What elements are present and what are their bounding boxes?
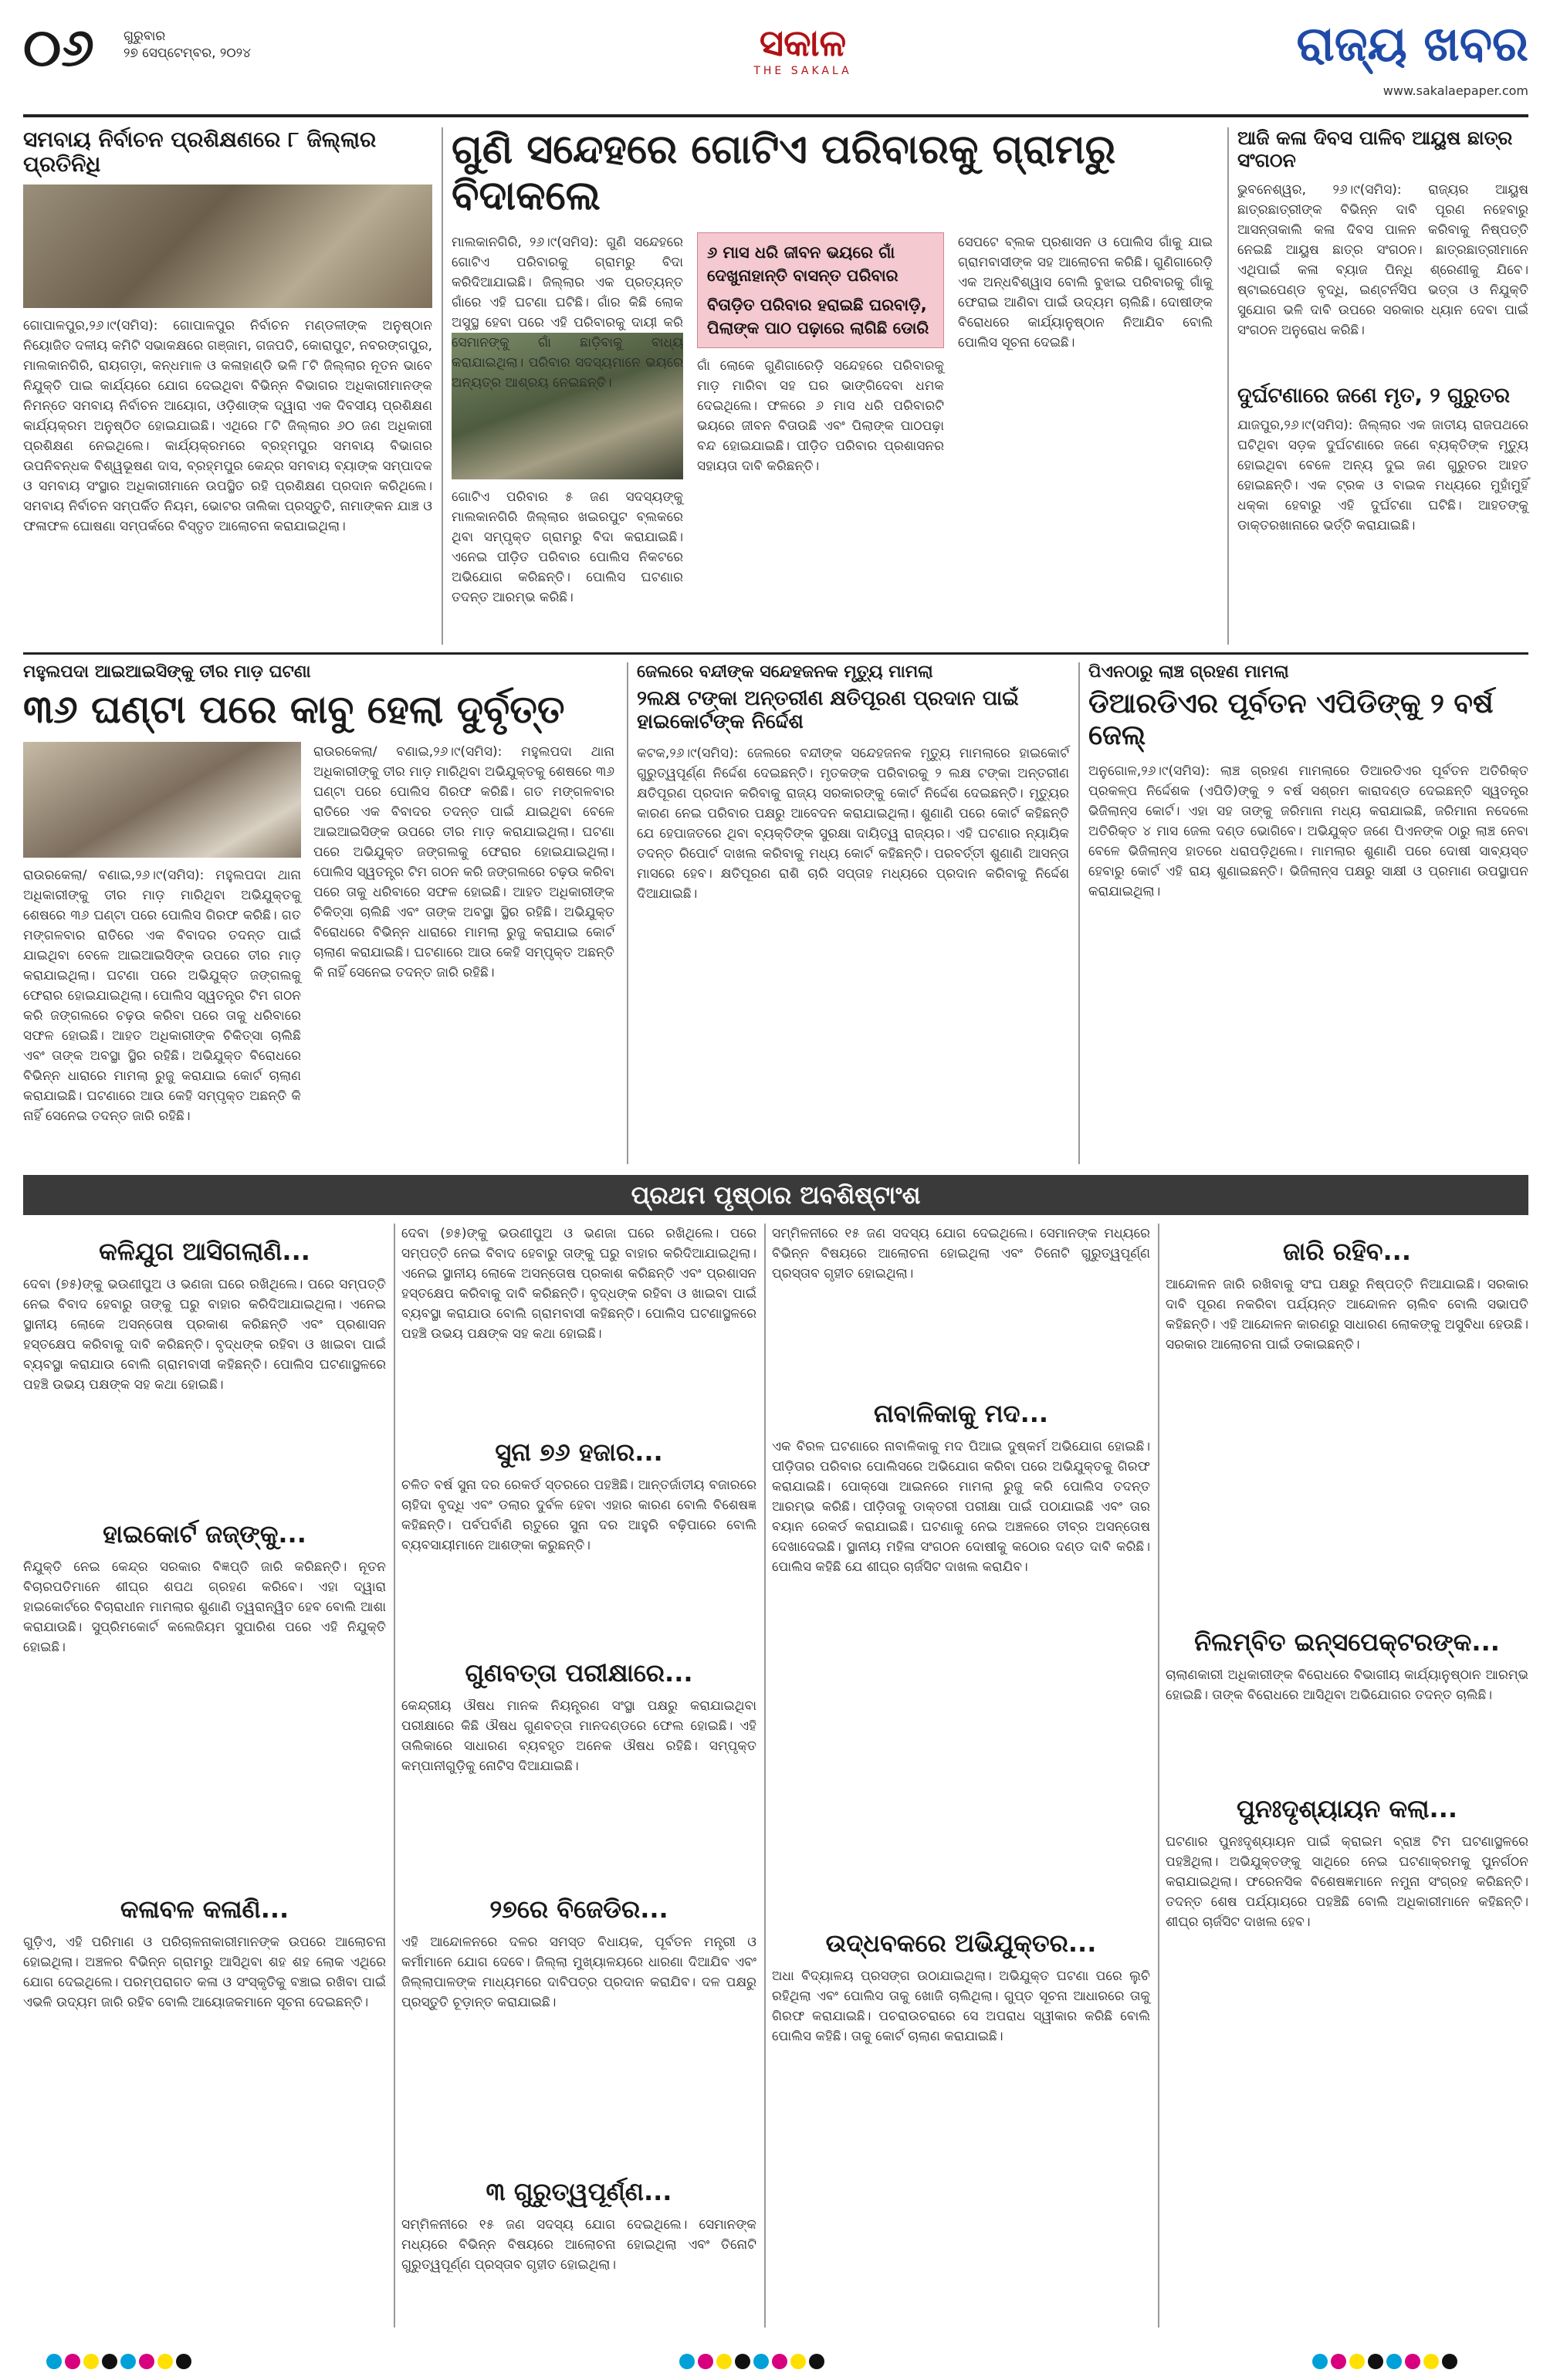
story-bribery [1088, 662, 1528, 1164]
date: ୨୭ ସେପ୍ଟେମ୍ବର, ୨୦୨୪ [124, 46, 252, 61]
story-arrow-attack [23, 662, 618, 1164]
masthead-tag: THE SAKALA [753, 65, 852, 77]
story-body: ଗାଁ ଲୋକେ ଗୁଣିଗାରେଡ଼ି ସନ୍ଦେହରେ ପରିବାରକୁ ମାଡ଼ ମାରିବା ସହ ଘର ଭାଙ୍ଗିଦେବା ଧମକ ଦେଇଥିଲେ। ଫଳରେ ୬ ମାସ ଧରି ପରିବାରଟି ଭୟରେ ଜୀବନ ବିତାଉଛି ଏବଂ ପିଲାଙ୍କ ପାଠପଢ଼ା ବନ୍ଦ ହୋଇଯାଇଛି। ପୀଡ଼ିତ ପରିବାର ପ୍ରଶାସନର ସହାୟତା ଦାବି କରିଛନ୍ତି। [697, 357, 944, 474]
page-header [23, 15, 1528, 99]
story-photo [23, 185, 432, 308]
story-body: ରାଉରକେଲା/ ବଣାଇ,୨୬।୯(ସମିସ): ମହୁଲପଦା ଥାନା ଅଧିକାରୀଙ୍କୁ ତୀର ମାଡ଼ ମାରିଥିବା ଅଭିଯୁକ୍ତକୁ ଶେଷରେ ୩୬ ଘଣ୍ଟା ପରେ ପୋଲିସ ଗିରଫ କରିଛି। ଗତ ମଙ୍ଗଳବାର ରାତିରେ ଏକ ବିବାଦର ତଦନ୍ତ ପାଇଁ ଯାଇଥିବା ବେଳେ ଆଇଆଇସିଙ୍କ ଉପରେ ତୀର ମାଡ଼ କରାଯାଇଥିଲା। ଘଟଣା ପରେ ଅଭିଯୁକ୍ତ ଜଙ୍ଗଲକୁ ଫେରାର ହୋଇଯାଇଥିଲା। ପୋଲିସ ସ୍ୱତନ୍ତ୍ର ଟିମ ଗଠନ କରି ଜଙ୍ଗଲରେ ଚଢ଼ଉ କରିବା ପରେ ତାକୁ ଧରିବାରେ ସଫଳ ହୋଇଛି। ଆହତ ଅଧିକାରୀଙ୍କ ଚିକିତ୍ସା ଚାଲିଛି ଏବଂ ତାଙ୍କ ଅବସ୍ଥା ସ୍ଥିର ରହିଛି। ଅଭିଯୁକ୍ତ ବିରୋଧରେ ବିଭିନ୍ନ ଧାରାରେ ମାମଲା ରୁଜୁ କରାଯାଇ କୋର୍ଟ ଚାଲାଣ କରାଯାଇଛି। ଘଟଣାରେ ଆଉ କେହି ସମ୍ପୃକ୍ତ ଅଛନ୍ତି କି ନାହିଁ ସେନେଇ ତଦନ୍ତ ଜାରି ରହିଛି। [313, 743, 614, 980]
continuation-title: ଜାରି ରହିବ... [1282, 1237, 1411, 1266]
continuation-body: ସମ୍ମିଳନୀରେ ୧୫ ଜଣ ସଦସ୍ୟ ଯୋଗ ଦେଇଥିଲେ। ସେମାନଙ୍କ ମଧ୍ୟରେ ବିଭିନ୍ନ ବିଷୟରେ ଆଲୋଚନା ହୋଇଥିଲା ଏବଂ ତିନୋଟି ଗୁରୁତ୍ୱପୂର୍ଣ୍ଣ ପ୍ରସ୍ତାବ ଗୃହୀତ ହୋଇଥିଲା। [772, 1226, 1150, 1281]
continuation-body: ଏକ ବିରଳ ଘଟଣାରେ ନାବାଳିକାକୁ ମଦ ପିଆଇ ଦୁଷ୍କର୍ମ ଅଭିଯୋଗ ହୋଇଛି। ପୀଡ଼ିତାର ପରିବାର ପୋଲିସରେ ଅଭିଯୋଗ କରିବା ପରେ ଅଭିଯୁକ୍ତକୁ ଗିରଫ କରାଯାଇଛି। ପୋକ୍ସୋ ଆଇନରେ ମାମଲା ରୁଜୁ କରି ପୋଲିସ ତଦନ୍ତ ଆରମ୍ଭ କରିଛି। ପୀଡ଼ିତାକୁ ଡାକ୍ତରୀ ପରୀକ୍ଷା ପାଇଁ ପଠାଯାଇଛି ଏବଂ ତାର ବୟାନ ରେକର୍ଡ କରାଯାଇଛି। ଘଟଣାକୁ ନେଇ ଅଞ୍ଚଳରେ ତୀବ୍ର ଅସନ୍ତୋଷ ଦେଖାଦେଇଛି। ସ୍ଥାନୀୟ ମହିଳା ସଂଗଠନ ଦୋଷୀକୁ କଠୋର ଦଣ୍ଡ ଦାବି କରିଛି। ପୋଲିସ କହିଛି ଯେ ଶୀଘ୍ର ଚାର୍ଜସିଟ ଦାଖଲ କରାଯିବ। [772, 1439, 1150, 1575]
story-body: ଭୁବନେଶ୍ୱର, ୨୬।୯(ସମିସ): ରାଜ୍ୟର ଆୟୁଷ ଛାତ୍ରଛାତ୍ରୀଙ୍କ ବିଭିନ୍ନ ଦାବି ପୂରଣ ନହେବାରୁ ଆସନ୍ତାକାଲି କଳା ଦିବସ ପାଳନ କରିବାକୁ ନିଷ୍ପତ୍ତି ନେଇଛି ଆୟୁଷ ଛାତ୍ର ସଂଗଠନ। ଛାତ୍ରଛାତ୍ରୀମାନେ ଏଥିପାଇଁ କଳା ବ୍ୟାଜ ପିନ୍ଧି ଶ୍ରେଣୀକୁ ଯିବେ। ଷ୍ଟାଇପେଣ୍ଡ ବୃଦ୍ଧି, ଇଣ୍ଟର୍ନସିପ ଭତ୍ତା ଓ ନିଯୁକ୍ତି ସୁଯୋଗ ଭଳି ଦାବି ଉପରେ ସରକାର ଧ୍ୟାନ ଦେବା ପାଇଁ ସଂଗଠନ ଅନୁରୋଧ କରିଛି। [1237, 181, 1528, 338]
continuation-column-4 [1166, 1224, 1528, 2328]
print-registration-marks [1312, 2354, 1457, 2369]
continuation-column-2 [401, 1224, 756, 2328]
story-headline: ଗୁଣି ସନ୍ଦେହରେ ଗୋଟିଏ ପରିବାରକୁ ଗ୍ରାମରୁ ବିଦାକଲେ [452, 127, 1116, 219]
continuation-body: ସମ୍ମିଳନୀରେ ୧୫ ଜଣ ସଦସ୍ୟ ଯୋଗ ଦେଇଥିଲେ। ସେମାନଙ୍କ ମଧ୍ୟରେ ବିଭିନ୍ନ ବିଷୟରେ ଆଲୋଚନା ହୋଇଥିଲା ଏବଂ ତିନୋଟି ଗୁରୁତ୍ୱପୂର୍ଣ୍ଣ ପ୍ରସ୍ତାବ ଗୃହୀତ ହୋଇଥିଲା। [401, 2217, 756, 2273]
story-kicker: ଜେଲରେ ବନ୍ଦୀଙ୍କ ସନ୍ଦେହଜନକ ମୃତ୍ୟୁ ମାମଲା [637, 662, 933, 682]
story-body: ସେପଟେ ବ୍ଲକ ପ୍ରଶାସନ ଓ ପୋଲିସ ଗାଁକୁ ଯାଇ ଗ୍ରାମବାସୀଙ୍କ ସହ ଆଲୋଚନା କରିଛି। ଗୁଣିଗାରେଡ଼ି ଏକ ଅନ୍ଧବିଶ୍ୱାସ ବୋଲି ବୁଝାଇ ପରିବାରକୁ ଗାଁକୁ ଫେରାଇ ଆଣିବା ପାଇଁ ଉଦ୍ୟମ ଚାଲିଛି। ଦୋଷୀଙ୍କ ବିରୋଧରେ କାର୍ଯ୍ୟାନୁଷ୍ଠାନ ନିଆଯିବ ବୋଲି ପୋଲିସ ସୂଚନା ଦେଇଛି। [958, 234, 1213, 350]
masthead [641, 22, 965, 83]
continuation-title: ପୁନଃଦୃଶ୍ୟାୟନ କଲା... [1236, 1794, 1458, 1823]
continuation-body: ଗୁଡ଼ିଏ, ଏହି ପରିମାଣ ଓ ପରିଚାଳନାକାରୀମାନଙ୍କ ଉପରେ ଆଲୋଚନା ହୋଇଥିଲା। ଅଞ୍ଚଳର ବିଭିନ୍ନ ଗ୍ରାମରୁ ଆସିଥିବା ଶହ ଶହ ଲୋକ ଏଥିରେ ଯୋଗ ଦେଇଥିଲେ। ପରମ୍ପରାଗତ କଳା ଓ ସଂସ୍କୃତିକୁ ବଞ୍ଚାଇ ରଖିବା ପାଇଁ ଏଭଳି ଉଦ୍ୟମ ଜାରି ରହିବ ବୋଲି ଆୟୋଜକମାନେ ସୂଚନା ଦେଇଛନ୍ତି। [23, 1935, 386, 2010]
story-ayush [1237, 127, 1528, 645]
story-witchcraft [452, 127, 1216, 645]
story-headline: ସମବାୟ ନିର୍ବାଚନ ପ୍ରଶିକ୍ଷଣରେ ୮ ଜିଲ୍ଲାର ପ୍ରତିନିଧି [23, 127, 377, 178]
continuation-body: ଅଧା ବିଦ୍ୟାଳୟ ପ୍ରସଙ୍ଗ ଉଠାଯାଇଥିଲା। ଅଭିଯୁକ୍ତ ଘଟଣା ପରେ ଲୁଚି ରହିଥିଲା ଏବଂ ପୋଲିସ ତାକୁ ଖୋଜି ଚାଲିଥିଲା। ଗୁପ୍ତ ସୂଚନା ଆଧାରରେ ତାକୁ ଗିରଫ କରାଯାଇଛି। ପଚରାଉଚରାରେ ସେ ଅପରାଧ ସ୍ୱୀକାର କରିଛି ବୋଲି ପୋଲିସ କହିଛି। ତାକୁ କୋର୍ଟ ଚାଲାଣ କରାଯାଇଛି। [772, 1969, 1150, 2044]
continuation-body: କେନ୍ଦ୍ରୀୟ ଔଷଧ ମାନକ ନିୟନ୍ତ୍ରଣ ସଂସ୍ଥା ପକ୍ଷରୁ କରାଯାଇଥିବା ପରୀକ୍ଷାରେ କିଛି ଔଷଧ ଗୁଣବତ୍ତା ମାନଦଣ୍ଡରେ ଫେଲ ହୋଇଛି। ଏହି ତାଲିକାରେ ସାଧାରଣ ବ୍ୟବହୃତ ଅନେକ ଔଷଧ ରହିଛି। ସମ୍ପୃକ୍ତ କମ୍ପାନୀଗୁଡ଼ିକୁ ନୋଟିସ ଦିଆଯାଇଛି। [401, 1698, 756, 1774]
page-number: ୦୬ [23, 17, 94, 79]
story-cooperative [23, 127, 432, 645]
column-rule [442, 127, 443, 645]
continuation-body: ଦେବା (୭୫)ଙ୍କୁ ଭଉଣୀପୁଅ ଓ ଭଣଜା ଘରେ ରଖିଥିଲେ। ପରେ ସମ୍ପତ୍ତି ନେଇ ବିବାଦ ହେବାରୁ ତାଙ୍କୁ ଘରୁ ବାହାର କରିଦିଆଯାଇଥିଲା। ଏନେଇ ସ୍ଥାନୀୟ ଲୋକେ ଅସନ୍ତୋଷ ପ୍ରକାଶ କରିଛନ୍ତି ଏବଂ ପ୍ରଶାସନ ହସ୍ତକ୍ଷେପ କରିବାକୁ ଦାବି କରିଛନ୍ତି। ବୃଦ୍ଧଙ୍କ ରହିବା ଓ ଖାଇବା ପାଇଁ ବ୍ୟବସ୍ଥା କରାଯାଉ ବୋଲି ଗ୍ରାମବାସୀ କହିଛନ୍ତି। ପୋଲିସ ଘଟଣାସ୍ଥଳରେ ପହଞ୍ଚି ଉଭୟ ପକ୍ଷଙ୍କ ସହ କଥା ହୋଇଛି। [23, 1277, 386, 1393]
section-title: ରାଜ୍ୟ ଖବର [1296, 15, 1528, 72]
continuation-column-3 [772, 1224, 1150, 2328]
story-kicker: ପିଏନଠାରୁ ଲାଞ୍ଚ ଗ୍ରହଣ ମାମଲା [1088, 662, 1289, 682]
print-registration-marks [679, 2354, 824, 2369]
highlight-box [697, 232, 944, 348]
continuation-title: ଗୁଣବତ୍ତା ପରୀକ୍ଷାରେ... [465, 1658, 693, 1688]
continuation-title: ୩ ଗୁରୁତ୍ୱପୂର୍ଣ୍ଣ... [486, 2177, 672, 2206]
print-registration-marks [46, 2354, 191, 2369]
masthead-logo: ସକାଳ [759, 22, 847, 65]
continuation-title: ସୁନା ୭୬ ହଜାର... [495, 1437, 663, 1467]
story-body: ଯାଜପୁର,୨୬।୯(ସମିସ): ଜିଲ୍ଲାର ଏକ ଜାତୀୟ ରାଜପଥରେ ଘଟିଥିବା ସଡ଼କ ଦୁର୍ଘଟଣାରେ ଜଣେ ବ୍ୟକ୍ତିଙ୍କ ମୃତ୍ୟୁ ହୋଇଥିବା ବେଳେ ଅନ୍ୟ ଦୁଇ ଜଣ ଗୁରୁତର ଆହତ ହୋଇଛନ୍ତି। ଏକ ଟ୍ରକ ଓ ବାଇକ ମଧ୍ୟରେ ମୁହାଁମୁହିଁ ଧକ୍କା ହେବାରୁ ଏହି ଦୁର୍ଘଟଣା ଘଟିଛି। ଆହତଙ୍କୁ ଡାକ୍ତରଖାନାରେ ଭର୍ତ୍ତି କରାଯାଇଛି। [1237, 417, 1528, 533]
highlight-point: ବିତାଡ଼ିତ ପରିବାର ହରାଇଛି ଘରବାଡ଼ି, ପିଲାଙ୍କ ପାଠ ପଢ଼ାରେ ଲାଗିଛି ଡୋରି [707, 295, 929, 337]
continuation-title: କଳିଯୁଗ ଆସିଗଲାଣି... [99, 1237, 310, 1266]
continuation-title: ୨୭ରେ ବିଜେଡିର... [489, 1894, 668, 1924]
continuation-body: ଦେବା (୭୫)ଙ୍କୁ ଭଉଣୀପୁଅ ଓ ଭଣଜା ଘରେ ରଖିଥିଲେ। ପରେ ସମ୍ପତ୍ତି ନେଇ ବିବାଦ ହେବାରୁ ତାଙ୍କୁ ଘରୁ ବାହାର କରିଦିଆଯାଇଥିଲା। ଏନେଇ ସ୍ଥାନୀୟ ଲୋକେ ଅସନ୍ତୋଷ ପ୍ରକାଶ କରିଛନ୍ତି ଏବଂ ପ୍ରଶାସନ ହସ୍ତକ୍ଷେପ କରିବାକୁ ଦାବି କରିଛନ୍ତି। ବୃଦ୍ଧଙ୍କ ରହିବା ଓ ଖାଇବା ପାଇଁ ବ୍ୟବସ୍ଥା କରାଯାଉ ବୋଲି ଗ୍ରାମବାସୀ କହିଛନ୍ତି। ପୋଲିସ ଘଟଣାସ୍ଥଳରେ ପହଞ୍ଚି ଉଭୟ ପକ୍ଷଙ୍କ ସହ କଥା ହୋଇଛି। [401, 1226, 756, 1342]
story-headline: ଦୁର୍ଘଟଣାରେ ଜଣେ ମୃତ, ୨ ଗୁରୁତର [1237, 383, 1511, 408]
continuation-body: ଚଳିତ ବର୍ଷ ସୁନା ଦର ରେକର୍ଡ ସ୍ତରରେ ପହଞ୍ଚିଛି। ଆନ୍ତର୍ଜାତୀୟ ବଜାରରେ ଚାହିଦା ବୃଦ୍ଧି ଏବଂ ଡଲାର ଦୁର୍ବଳ ହେବା ଏହାର କାରଣ ବୋଲି ବିଶେଷଜ୍ଞ କହିଛନ୍ତି। ପର୍ବପର୍ବାଣି ଋତୁରେ ସୁନା ଦର ଆହୁରି ବଢ଼ିପାରେ ବୋଲି ବ୍ୟବସାୟୀମାନେ ଆଶଙ୍କା କରୁଛନ୍ତି। [401, 1478, 756, 1553]
continuation-body: ଘଟଣାର ପୁନଃଦୃଶ୍ୟାୟନ ପାଇଁ କ୍ରାଇମ ବ୍ରାଞ୍ଚ ଟିମ ଘଟଣାସ୍ଥଳରେ ପହଞ୍ଚିଥିଲା। ଅଭିଯୁକ୍ତଙ୍କୁ ସାଥିରେ ନେଇ ଘଟଣାକ୍ରମକୁ ପୁନର୍ଗଠନ କରାଯାଇଥିଲା। ଫରେନସିକ ବିଶେଷଜ୍ଞମାନେ ନମୁନା ସଂଗ୍ରହ କରିଛନ୍ତି। ତଦନ୍ତ ଶେଷ ପର୍ଯ୍ୟାୟରେ ପହଞ୍ଚିଛି ବୋଲି ଅଧିକାରୀମାନେ କହିଛନ୍ତି। ଶୀଘ୍ର ଚାର୍ଜସିଟ ଦାଖଲ ହେବ। [1166, 1834, 1528, 1930]
column-rule [764, 1224, 766, 2328]
story-headline: ୩୬ ଘଣ୍ଟା ପରେ କାବୁ ହେଲା ଦୁର୍ବୃତ୍ତ [23, 687, 565, 732]
continuation-body: ଆନ୍ଦୋଳନ ଜାରି ରଖିବାକୁ ସଂଘ ପକ୍ଷରୁ ନିଷ୍ପତ୍ତି ନିଆଯାଇଛି। ସରକାର ଦାବି ପୂରଣ ନକରିବା ପର୍ଯ୍ୟନ୍ତ ଆନ୍ଦୋଳନ ଚାଲିବ ବୋଲି ସଭାପତି କହିଛନ୍ତି। ଏହି ଆନ୍ଦୋଳନ କାରଣରୁ ସାଧାରଣ ଲୋକଙ୍କୁ ଅସୁବିଧା ହେଉଛି। ସରକାର ଆଲୋଚନା ପାଇଁ ଡକାଇଛନ୍ତି। [1166, 1277, 1528, 1353]
column-rule [394, 1224, 395, 2328]
continuation-body: ନିଯୁକ୍ତି ନେଇ କେନ୍ଦ୍ର ସରକାର ବିଜ୍ଞପ୍ତି ଜାରି କରିଛନ୍ତି। ନୂତନ ବିଚାରପତିମାନେ ଶୀଘ୍ର ଶପଥ ଗ୍ରହଣ କରିବେ। ଏହା ଦ୍ୱାରା ହାଇକୋର୍ଟରେ ବିଚାରାଧୀନ ମାମଲାର ଶୁଣାଣି ତ୍ୱରାନ୍ୱିତ ହେବ ବୋଲି ଆଶା କରାଯାଉଛି। ସୁପ୍ରିମକୋର୍ଟ କଲେଜିୟମ ସୁପାରିଶ ପରେ ଏହି ନିଯୁକ୍ତି ହୋଇଛି। [23, 1559, 386, 1655]
column-rule [1227, 127, 1229, 645]
column-rule [1078, 662, 1080, 1164]
story-headline: ଆଜି କଳା ଦିବସ ପାଳିବ ଆୟୁଷ ଛାତ୍ର ସଂଗଠନ [1237, 127, 1513, 171]
continuation-title: ହାଇକୋର୍ଟ ଜଜ୍‌ଙ୍କୁ... [103, 1519, 306, 1549]
continuation-title: ନାବାଳିକାକୁ ମଦ... [873, 1399, 1049, 1428]
row-divider [23, 652, 1528, 655]
story-photo [23, 742, 301, 858]
story-headline: ୨ଲକ୍ଷ ଟଙ୍କା ଅନ୍ତରୀଣ କ୍ଷତିପୂରଣ ପ୍ରଦାନ ପାଇଁ ହାଇକୋର୍ଟଙ୍କ ନିର୍ଦ୍ଦେଶ [637, 687, 1019, 733]
website-link[interactable]: www.sakalaepaper.com [1382, 83, 1528, 98]
header-divider [23, 114, 1528, 117]
dateline [124, 28, 293, 62]
continuation-title: କଳାବଳ କଳାଣି... [120, 1894, 289, 1924]
column-rule [627, 662, 628, 1164]
story-kicker: ମହୁଲପଦା ଆଇଆଇସିଙ୍କୁ ତୀର ମାଡ଼ ଘଟଣା [23, 662, 311, 682]
story-body: ଗୋଟିଏ ପରିବାର ୫ ଜଣ ସଦସ୍ୟଙ୍କୁ ମାଲକାନଗିରି ଜିଲ୍ଲାର ଖଇରପୁଟ ବ୍ଲକରେ ଥିବା ସମ୍ପୃକ୍ତ ଗ୍ରାମରୁ ବିଦା କରାଯାଇଛି। ଏନେଇ ପୀଡ଼ିତ ପରିବାର ପୋଲିସ ନିକଟରେ ଅଭିଯୋଗ କରିଛନ୍ତି। ପୋଲିସ ଘଟଣାର ତଦନ୍ତ ଆରମ୍ଭ କରିଛି। [452, 489, 683, 605]
column-rule [1158, 1224, 1159, 2328]
story-body: ଅନୁଗୋଳ,୨୬।୯(ସମିସ): ଲାଞ୍ଚ ଗ୍ରହଣ ମାମଲାରେ ଡିଆରଡିଏର ପୂର୍ବତନ ଅତିରିକ୍ତ ପ୍ରକଳ୍ପ ନିର୍ଦ୍ଦେଶକ (ଏପିଡି)ଙ୍କୁ ୨ ବର୍ଷ ସଶ୍ରମ କାରାଦଣ୍ଡ ଦେଇଛନ୍ତି ସ୍ୱତନ୍ତ୍ର ଭିଜିଲାନ୍ସ କୋର୍ଟ। ଏହା ସହ ତାଙ୍କୁ ଜରିମାନା ମଧ୍ୟ କରାଯାଇଛି, ଜରିମାନା ନଦେଲେ ଅତିରିକ୍ତ ୪ ମାସ ଜେଲ ଦଣ୍ଡ ଭୋଗିବେ। ଅଭିଯୁକ୍ତ ଜଣେ ପିଏନଙ୍କ ଠାରୁ ଲାଞ୍ଚ ନେବା ବେଳେ ଭିଜିଲାନ୍ସ ହାତରେ ଧରାପଡ଼ିଥିଲେ। ମାମଲାର ଶୁଣାଣି ପରେ ଦୋଷୀ ସାବ୍ୟସ୍ତ ହେବାରୁ କୋର୍ଟ ଏହି ରାୟ ଶୁଣାଇଛନ୍ତି। ଭିଜିଲାନ୍ସ ପକ୍ଷରୁ ସାକ୍ଷୀ ଓ ପ୍ରମାଣ ଉପସ୍ଥାପନ କରାଯାଇଥିଲା। [1088, 763, 1528, 899]
continuation-title: ନିଲମ୍ବିତ ଇନ୍ସପେକ୍ଟରଙ୍କ... [1194, 1627, 1500, 1657]
story-body: ଗୋପାଳପୁର,୨୬।୯(ସମିସ): ଗୋପାଳପୁର ନିର୍ବାଚନ ମଣ୍ଡଳୀଙ୍କ ଅନୁଷ୍ଠାନ ନିୟୋଜିତ ଦଳୀୟ କମିଟି ସଭାକକ୍ଷରେ ଗଞ୍ଜାମ, ଗଜପତି, କୋରାପୁଟ, ନବରଙ୍ଗପୁର, ମାଲକାନଗିରି, ରାୟଗଡ଼ା, କନ୍ଧମାଳ ଓ କଳାହାଣ୍ଡି ଭଳି ୮ଟି ଜିଲ୍ଲାର ନୂତନ ଭାବେ ନିଯୁକ୍ତି ପାଇ କାର୍ଯ୍ୟରେ ଯୋଗ ଦେଇଥିବା ବିଭିନ୍ନ ବିଭାଗର ଅଧିକାରୀମାନଙ୍କ ନିମନ୍ତେ ସମବାୟ ନିର୍ବାଚନ ଆୟୋଗ, ଓଡ଼ିଶାଙ୍କ ଦ୍ୱାରା ଏକ ଦିବସୀୟ ପ୍ରଶିକ୍ଷଣ କାର୍ଯ୍ୟକ୍ରମ ଅନୁଷ୍ଠିତ ହୋଇଯାଇଛି। ଏଥିରେ ୮ଟି ଜିଲ୍ଲାର ୬୦ ଜଣ ଅଧିକାରୀ ପ୍ରଶିକ୍ଷଣ ନେଇଥିଲେ। କାର୍ଯ୍ୟକ୍ରମରେ ବ୍ରହ୍ମପୁର ସମବାୟ ବିଭାଗର ଉପନିବନ୍ଧକ ବିଶ୍ୱଭୂଷଣ ଦାସ, ବ୍ରହ୍ମପୁର କେନ୍ଦ୍ର ସମବାୟ ବ୍ୟାଙ୍କ ସମ୍ପାଦକ ଓ ସମବାୟ ସଂସ୍ଥାର ଅଧିକାରୀମାନେ ଉପସ୍ଥିତ ରହି ପ୍ରଶିକ୍ଷଣ ପ୍ରଦାନ କରିଥିଲେ। ସମବାୟ ନିର୍ବାଚନ ସମ୍ପର୍କିତ ନିୟମ, ଭୋଟର ତାଲିକା ପ୍ରସ୍ତୁତି, ନାମାଙ୍କନ ଯାଞ୍ଚ ଓ ଫଳାଫଳ ଘୋଷଣା ସମ୍ପର୍କରେ ବିସ୍ତୃତ ଆଲୋଚନା କରାଯାଇଥିଲା। [23, 318, 432, 535]
continuation-body: ଏହି ଆନ୍ଦୋଳନରେ ଦଳର ସମସ୍ତ ବିଧାୟକ, ପୂର୍ବତନ ମନ୍ତ୍ରୀ ଓ କର୍ମୀମାନେ ଯୋଗ ଦେବେ। ଜିଲ୍ଲା ମୁଖ୍ୟାଳୟରେ ଧାରଣା ଦିଆଯିବ ଏବଂ ଜିଲ୍ଲାପାଳଙ୍କ ମାଧ୍ୟମରେ ଦାବିପତ୍ର ପ୍ରଦାନ କରାଯିବ। ଦଳ ପକ୍ଷରୁ ପ୍ରସ୍ତୁତି ଚୂଡ଼ାନ୍ତ କରାଯାଇଛି। [401, 1935, 756, 2010]
story-body: କଟକ,୨୬।୯(ସମିସ): ଜେଲରେ ବନ୍ଦୀଙ୍କ ସନ୍ଦେହଜନକ ମୃତ୍ୟୁ ମାମଲାରେ ହାଇକୋର୍ଟ ଗୁରୁତ୍ୱପୂର୍ଣ୍ଣ ନିର୍ଦ୍ଦେଶ ଦେଇଛନ୍ତି। ମୃତକଙ୍କ ପରିବାରକୁ ୨ ଲକ୍ଷ ଟଙ୍କା ଅନ୍ତରୀଣ କ୍ଷତିପୂରଣ ପ୍ରଦାନ କରିବାକୁ ରାଜ୍ୟ ସରକାରଙ୍କୁ କୋର୍ଟ ନିର୍ଦ୍ଦେଶ ଦେଇଛନ୍ତି। ମୃତ୍ୟୁର କାରଣ ନେଇ ପରିବାର ପକ୍ଷରୁ ଆବେଦନ କରାଯାଇଥିଲା। ଶୁଣାଣି ପରେ କୋର୍ଟ କହିଛନ୍ତି ଯେ ହେପାଜତରେ ଥିବା ବ୍ୟକ୍ତିଙ୍କ ସୁରକ୍ଷା ଦାୟିତ୍ୱ ରାଜ୍ୟର। ଏହି ଘଟଣାର ନ୍ୟାୟିକ ତଦନ୍ତ ରିପୋର୍ଟ ଦାଖଲ କରିବାକୁ ମଧ୍ୟ କୋର୍ଟ କହିଛନ୍ତି। ପରବର୍ତ୍ତୀ ଶୁଣାଣି ଆସନ୍ତା ମାସରେ ହେବ। କ୍ଷତିପୂରଣ ରାଶି ଚାରି ସପ୍ତାହ ମଧ୍ୟରେ ପ୍ରଦାନ କରିବାକୁ ନିର୍ଦ୍ଦେଶ ଦିଆଯାଇଛି। [637, 745, 1069, 902]
story-body: ରାଉରକେଲା/ ବଣାଇ,୨୬।୯(ସମିସ): ମହୁଲପଦା ଥାନା ଅଧିକାରୀଙ୍କୁ ତୀର ମାଡ଼ ମାରିଥିବା ଅଭିଯୁକ୍ତକୁ ଶେଷରେ ୩୬ ଘଣ୍ଟା ପରେ ପୋଲିସ ଗିରଫ କରିଛି। ଗତ ମଙ୍ଗଳବାର ରାତିରେ ଏକ ବିବାଦର ତଦନ୍ତ ପାଇଁ ଯାଇଥିବା ବେଳେ ଆଇଆଇସିଙ୍କ ଉପରେ ତୀର ମାଡ଼ କରାଯାଇଥିଲା। ଘଟଣା ପରେ ଅଭିଯୁକ୍ତ ଜଙ୍ଗଲକୁ ଫେରାର ହୋଇଯାଇଥିଲା। ପୋଲିସ ସ୍ୱତନ୍ତ୍ର ଟିମ ଗଠନ କରି ଜଙ୍ଗଲରେ ଚଢ଼ଉ କରିବା ପରେ ତାକୁ ଧରିବାରେ ସଫଳ ହୋଇଛି। ଆହତ ଅଧିକାରୀଙ୍କ ଚିକିତ୍ସା ଚାଲିଛି ଏବଂ ତାଙ୍କ ଅବସ୍ଥା ସ୍ଥିର ରହିଛି। ଅଭିଯୁକ୍ତ ବିରୋଧରେ ବିଭିନ୍ନ ଧାରାରେ ମାମଲା ରୁଜୁ କରାଯାଇ କୋର୍ଟ ଚାଲାଣ କରାଯାଇଛି। ଘଟଣାରେ ଆଉ କେହି ସମ୍ପୃକ୍ତ ଅଛନ୍ତି କି ନାହିଁ ସେନେଇ ତଦନ୍ତ ଜାରି ରହିଛି। [23, 867, 301, 1124]
continuation-title: ଉଦ୍ଧବକରେ ଅଭିଯୁକ୍ତର... [825, 1928, 1097, 1958]
story-body: ମାଲକାନଗିରି, ୨୬।୯(ସମିସ): ଗୁଣି ସନ୍ଦେହରେ ଗୋଟିଏ ପରିବାରକୁ ଗ୍ରାମରୁ ବିଦା କରିଦିଆଯାଇଛି। ଜିଲ୍ଲାର ଏକ ପ୍ରତ୍ୟନ୍ତ ଗାଁରେ ଏହି ଘଟଣା ଘଟିଛି। ଗାଁର କିଛି ଲୋକ ଅସୁସ୍ଥ ହେବା ପରେ ଏହି ପରିବାରକୁ ଦାୟୀ କରି ସେମାନଙ୍କୁ ଗାଁ ଛାଡ଼ିବାକୁ ବାଧ୍ୟ କରାଯାଇଥିଲା। ପରିବାର ସଦସ୍ୟମାନେ ଭୟରେ ଅନ୍ୟତ୍ର ଆଶ୍ରୟ ନେଇଛନ୍ତି। [452, 234, 683, 391]
day: ଗୁରୁବାର [124, 29, 166, 44]
highlight-point: ୬ ମାସ ଧରି ଜୀବନ ଭୟରେ ଗାଁ ଦେଖୁନାହାନ୍ତି ବାସନ୍ତ ପରିବାର [707, 242, 899, 285]
story-compensation [637, 662, 1069, 1164]
story-headline: ଡିଆରଡିଏର ପୂର୍ବତନ ଏପିଡିଙ୍କୁ ୨ ବର୍ଷ ଜେଲ୍ [1088, 688, 1494, 752]
continuation-column-1 [23, 1224, 386, 2328]
continuation-body: ଚାଲାଣକାରୀ ଅଧିକାରୀଙ୍କ ବିରୋଧରେ ବିଭାଗୀୟ କାର୍ଯ୍ୟାନୁଷ୍ଠାନ ଆରମ୍ଭ ହୋଇଛି। ତାଙ୍କ ବିରୋଧରେ ଆସିଥିବା ଅଭିଯୋଗର ତଦନ୍ତ ଚାଲିଛି। [1166, 1667, 1528, 1703]
continued-banner: ପ୍ରଥମ ପୃଷ୍ଠାର ଅବଶିଷ୍ଟାଂଶ [23, 1175, 1528, 1215]
